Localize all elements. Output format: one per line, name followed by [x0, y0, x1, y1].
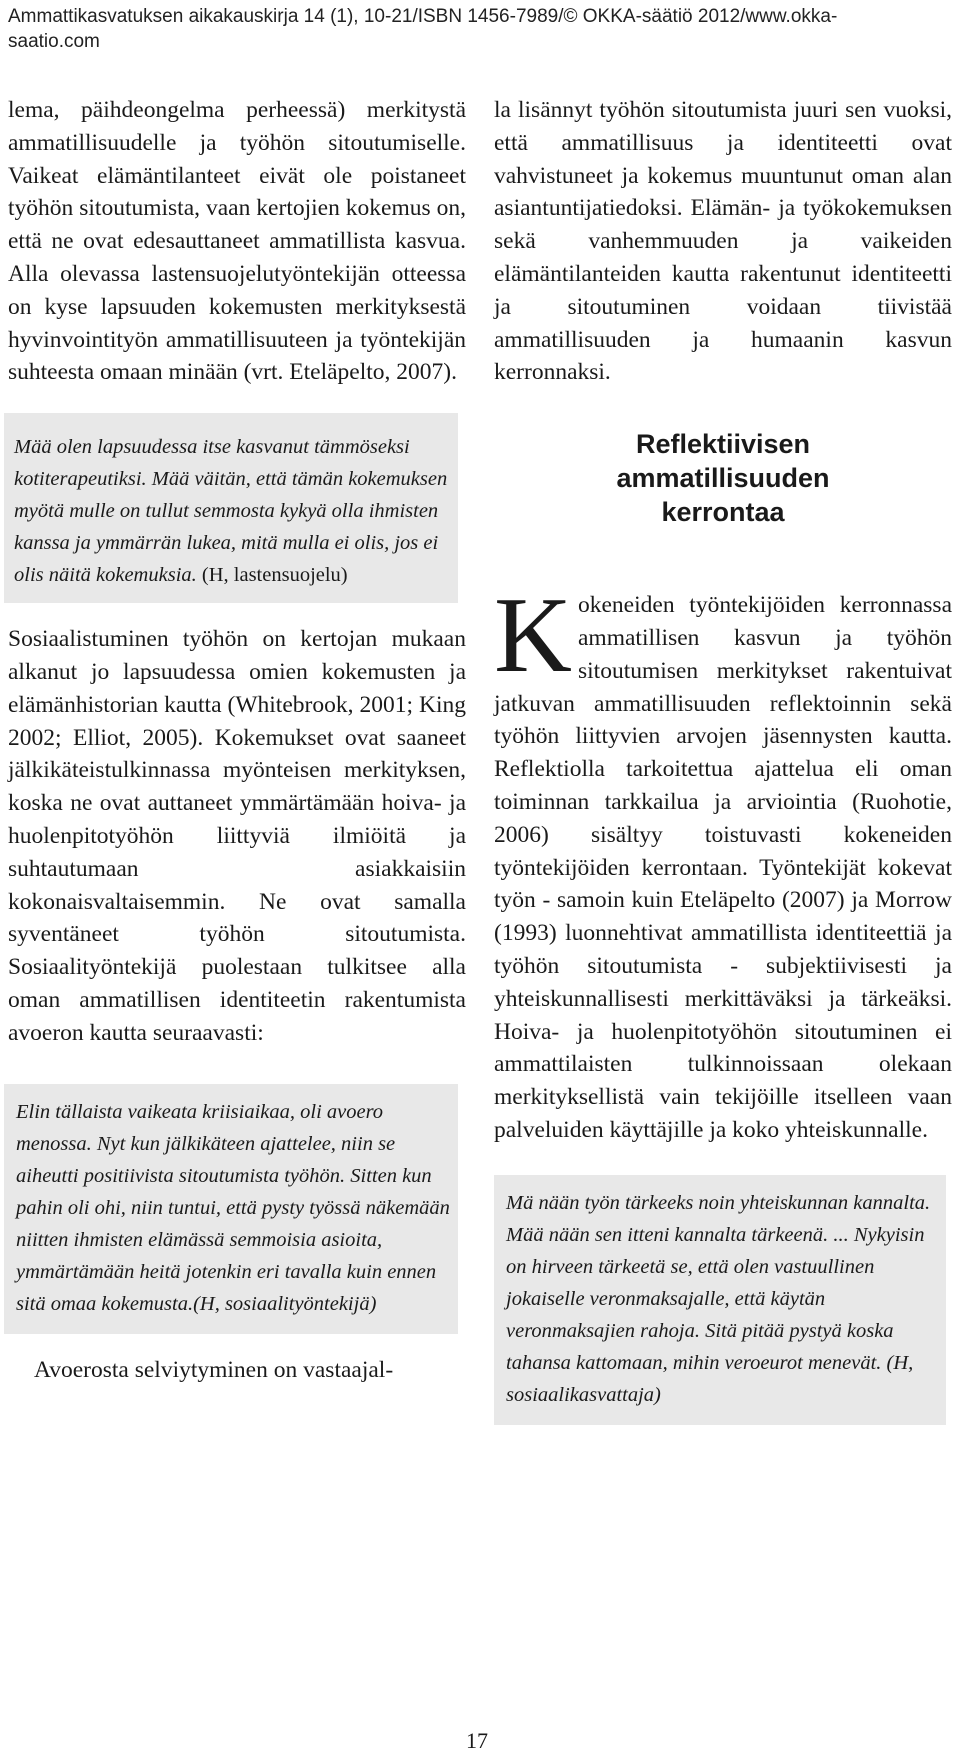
quote-source: (H, lastensuojelu): [196, 564, 348, 587]
citation-line-2: saatio.com: [8, 31, 100, 52]
body-paragraph: lema, päihdeongelma perheessä) merkitystä ammatillisuudelle ja työhön sitoutumiselle. Vaikeat elämäntilanteet eivät ole poistaneet työhön sitoutumista, vaan kertojien kokemus on, että ne ovat edesauttaneet ammatillista kasvua. Alla olevassa lastensuojelutyöntekijän otteessa on kyse lapsuuden kokemusten merkityksestä hyvinvointityön ammatillisuuteen ja työntekijän suhteesta omaan minään (vrt. Eteläpelto, 2007).: [8, 97, 466, 386]
interview-quote: Mä nään työn tärkeeks noin yhteiskunnan kannalta. Mää nään sen itteni kannalta tärkeenä. ... Nykyisin on hirveen tärkeetä se, että olen vastuullinen jokaiselle veronmaksajalle, että käytän veronmaksajien rahoja. Sitä pitää pystyä koska tahansa kattomaan, mihin veroeurot menevät. (H, sosiaalikasvattaja): [494, 1175, 946, 1425]
interview-quote: Elin tällaista vaikeata kriisiaikaa, oli avoero menossa. Nyt kun jälkikäteen ajattelee, niin se aiheutti positiivista sitoutumista työhön. Sitten kun pahin oli ohi, niin tuntui, että pysty työssä näkemään niitten ihmisten elämässä semmoisia asioita, ymmärtämään heitä jotenkin eri tavalla kuin ennen sitä omaa kokemusta.(H, sosiaalityöntekijä): [4, 1084, 458, 1334]
journal-citation-header: [8, 4, 908, 54]
body-paragraph: okeneiden työntekijöiden kerronnassa ammatillisen kasvun ja työhön sitoutumisen merkitykset rakentuivat jatkuvan ammatillisuuden reflektoinnin sekä työhön liittyvien arvojen jäsennysten kautta. Reflektiolla tarkoitettua ajattelua eli oman toiminnan tarkkailua ja arviointia (Ruohotie, 2006) sisältyy toistuvasti kokeneiden työntekijöiden kerrontaan. Työntekijät kokevat työn - samoin kuin Eteläpelto (2007) ja Morrow (1993) luonnehtivat ammatillista identiteettiä ja työhön sitoutumista - subjektiivisesti ja yhteiskunnallisesti merkittäväksi ja tärkeäksi. Hoiva- ja huolenpitotyöhön sitoutuminen ei ammattilaisten tulkinnoissaan olekaan merkityksellistä vain tekijöille itselleen vaan palveluiden käyttäjille ja koko yhteiskunnalle.: [494, 592, 952, 1143]
dropcap-paragraph: [494, 576, 952, 1147]
heading-line: Reflektiivisen: [635, 429, 811, 460]
body-paragraph: la lisännyt työhön sitoutumista juuri sen vuoksi, että ammatillisuus ja identiteetti ovat vahvistuneet ja kokemus muuntunut oman alan asiantuntijatiedoksi. Elämän- ja työkokemuksen sekä vanhemmuuden ja vaikeiden elämäntilanteiden kautta rakentunut identiteetti ja sitoutuminen voidaan tiivistää ammatillisuuden ja humaanin kasvun kerronnaksi.: [494, 97, 952, 386]
section-heading: [494, 427, 952, 529]
citation-line-1: Ammattikasvatuksen aikakauskirja 14 (1), 10-21/ISBN 1456-7989/© OKKA-säätiö 2012/www.okka-: [8, 6, 838, 27]
interview-quote: [4, 413, 458, 603]
quote-text: Mää olen lapsuudessa itse kasvanut tämmöseksi kotiterapeutiksi. Mää väitän, että tämän kokemuksen myötä mulle on tullut semmosta kykyä olla ihmisten kanssa ja ymmärrän lukea, mitä mulla ei olis, jos ei olis näitä kokemuksia.: [14, 436, 448, 587]
body-paragraph: Sosiaalistuminen työhön on kertojan mukaan alkanut jo lapsuudessa omien kokemusten ja elämänhistorian kautta (Whitebrook, 2001; King 2002; Elliot, 2005). Kokemukset ovat saaneet jälkikäteistulkinnassa myönteisen merkityksen, koska ne ovat auttaneet ymmärtämään hoiva- ja huolenpitotyöhön liittyviä ilmiöitä ja suhtautumaan asiakkaisiin kokonaisvaltaisemmin. Ne ovat samalla syventäneet työhön sitoutumista. Sosiaalityöntekijä puolestaan tulkitsee alla oman ammatillisen identiteetin rakentumista avoeron kautta seuraavasti:: [8, 626, 466, 1046]
body-paragraph: Avoerosta selviytyminen on vastaajal-: [34, 1356, 394, 1383]
heading-line: kerrontaa: [661, 497, 785, 528]
page-number: 17: [466, 1728, 488, 1753]
left-column: [8, 94, 466, 1386]
right-column: [494, 94, 952, 1425]
drop-cap: K: [494, 576, 572, 696]
heading-line: ammatillisuuden: [616, 463, 830, 494]
